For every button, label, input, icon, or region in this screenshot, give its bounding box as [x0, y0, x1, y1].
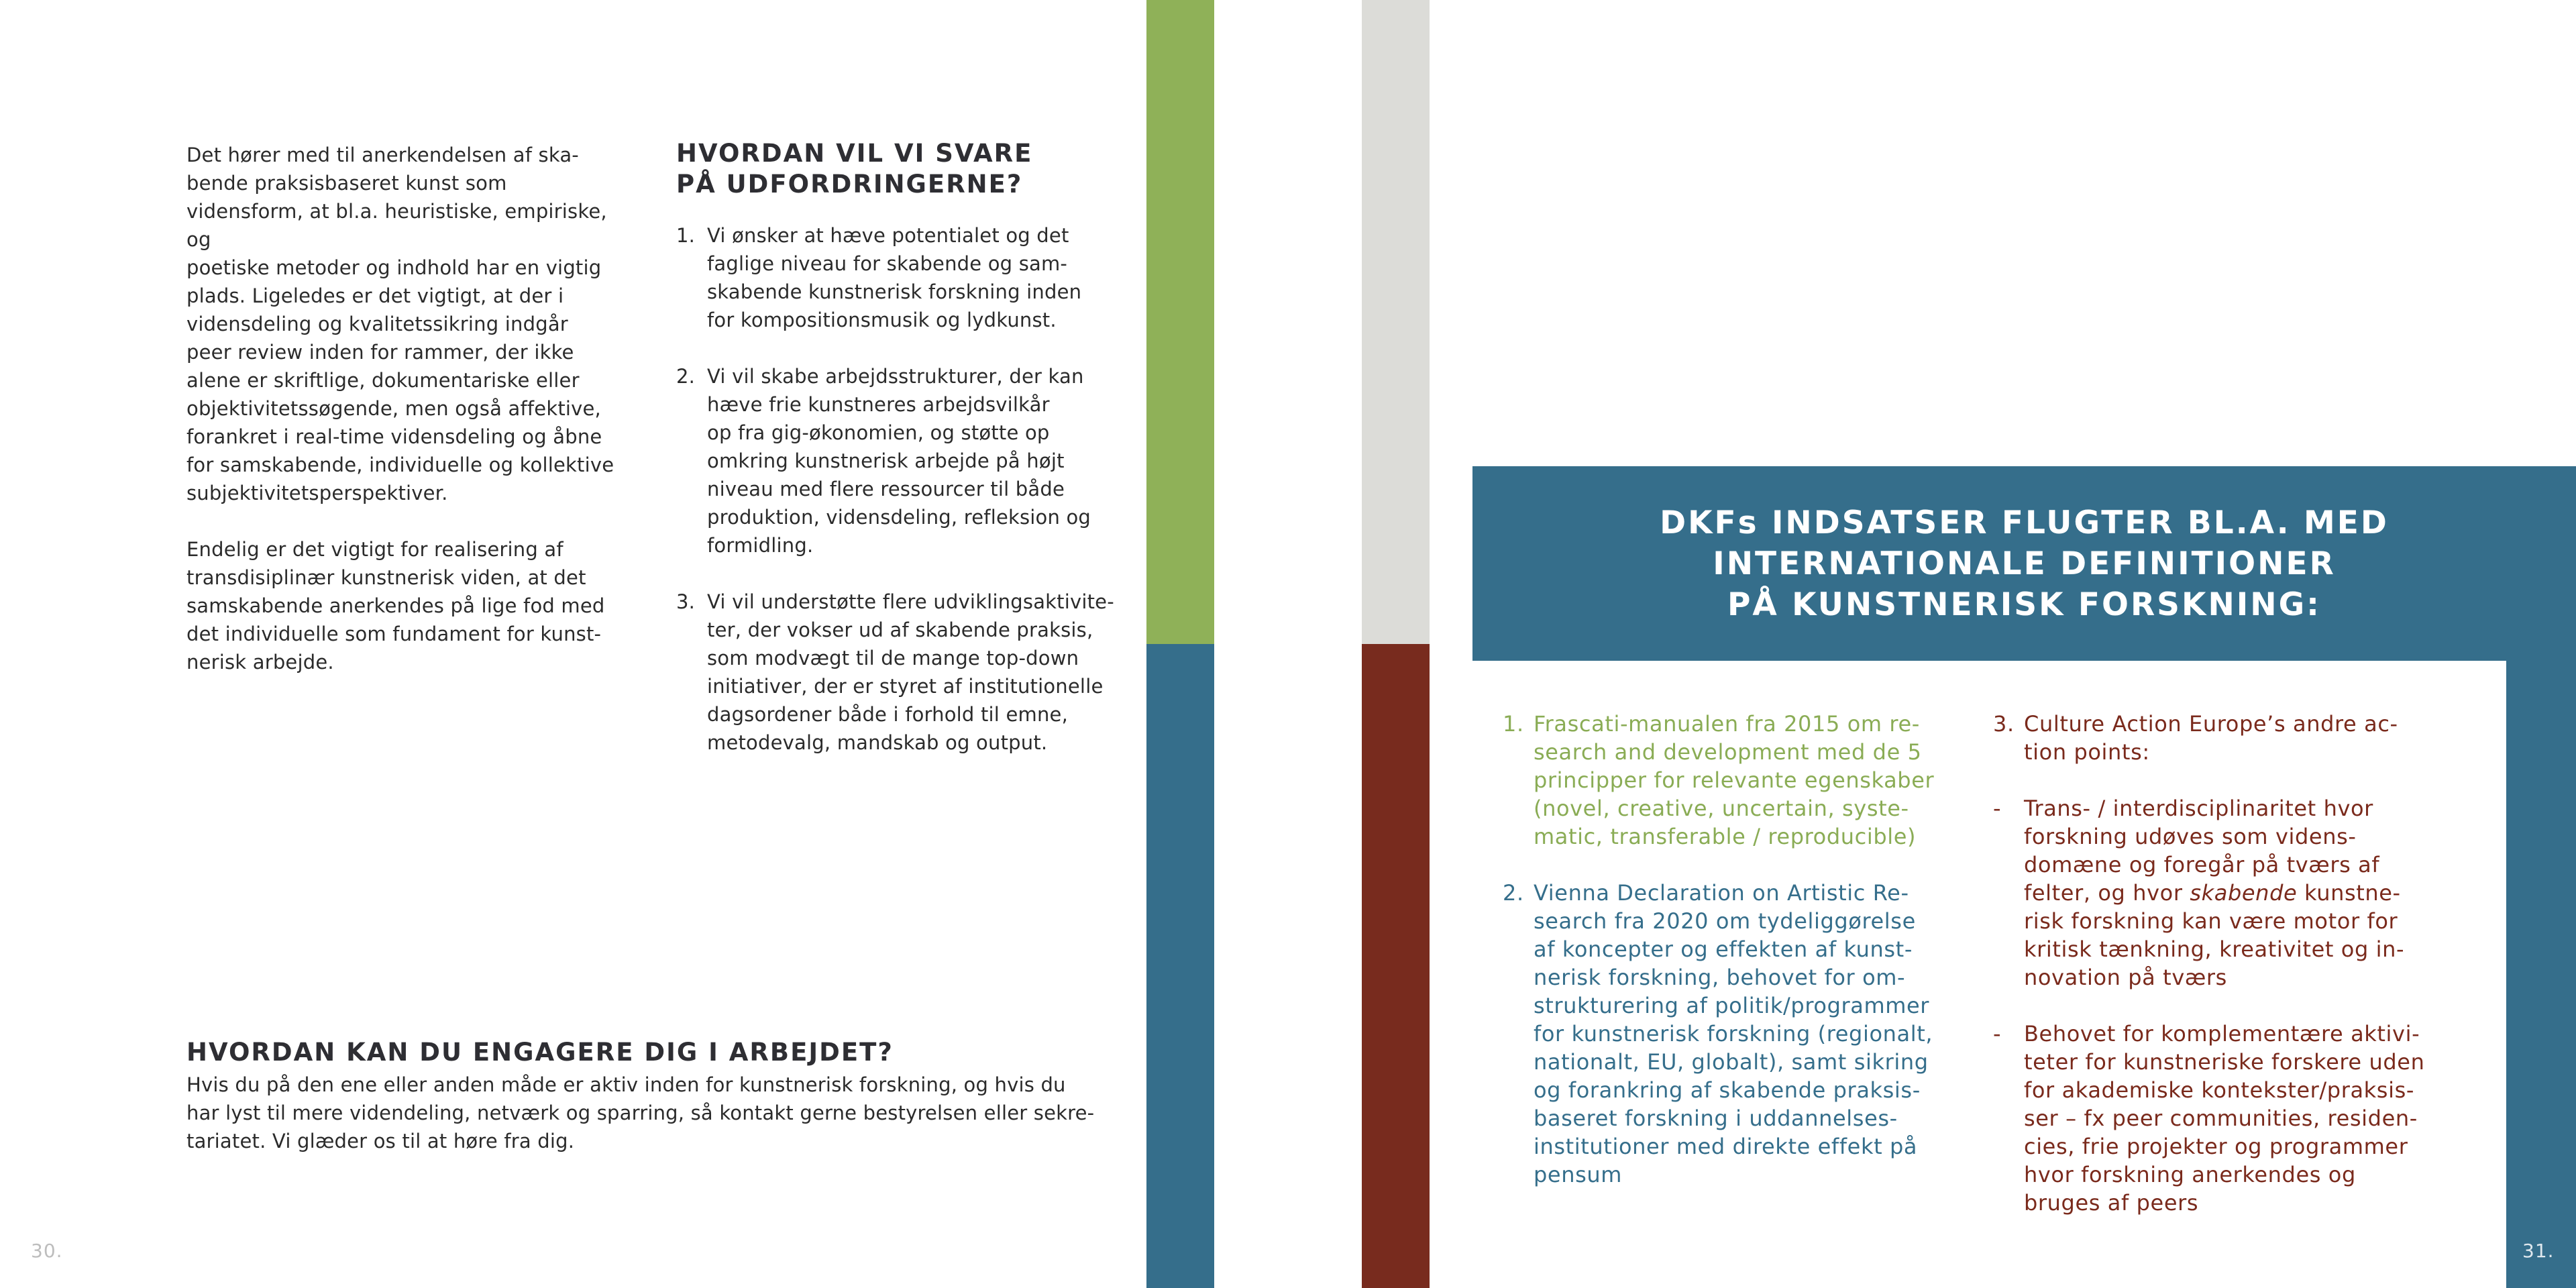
action-point — [1993, 1020, 2463, 1217]
gray-bar — [1362, 0, 1430, 644]
definition-item-3 — [1993, 710, 2463, 766]
definition-item-number: 3. — [1993, 711, 2015, 737]
engage-text: Hvis du på den ene eller anden måde er aktiv inden for kunstnerisk forskning, og hvis du har lyst til mere videndeling, netværk og sparring, så kontakt gerne bestyrelsen eller sekre- tariatet. Vi glæder os til at høre fra dig. — [186, 1073, 1095, 1152]
definitions-col-right — [1993, 710, 2463, 1217]
action-points-list — [1993, 794, 2463, 1217]
definition-item-1 — [1503, 710, 1945, 851]
engage-section — [186, 1037, 1139, 1155]
respond-item-number: 3. — [676, 590, 696, 613]
definition-item-text: Culture Action Europe’s andre ac- tion points: — [2024, 711, 2398, 765]
action-point-dash: - — [1993, 796, 2002, 821]
respond-item — [676, 588, 1132, 757]
intro-paragraph-1: Det hører med til anerkendelsen af ska- bende praksisbaseret kunst som vidensform, at bl.a. heuristiske, empiriske, og poetiske metoder og indhold har en vigtig plads. Ligeledes er det vigtigt, at der i vidensdeling og kvalitetssikring indgår peer review inden for rammer, der ikke alene er skriftlige, dokumentariske eller objektivitetssøgende, men også affektive, forankret i real-time vidensdeling og åbne for samskabende, individuelle og kollektive subjektivitetsperspektiver. — [186, 144, 614, 504]
blue-bar — [1146, 644, 1214, 1288]
definitions-banner — [1472, 466, 2576, 661]
action-point-text: Behovet for komplementære aktivi- teter for kunstneriske forskere uden for akademiske kontekster/praksis- ser – fx peer communities, residen- cies, frie projekter og programmer hvor forskning anerkendes og bruges af peers — [2024, 1021, 2425, 1216]
green-bar — [1146, 0, 1214, 644]
respond-item-text: Vi ønsker at hæve potentialet og det faglige niveau for skabende og sam- skabende kunstnerisk forskning inden for kompositionsmusik og lydkunst. — [707, 224, 1082, 331]
respond-item-text: Vi vil understøtte flere udviklingsaktivite- ter, der vokser ud af skabende praksis, som modvægt til de mange top-down initiativer, der er styret af institutionelle dagsordener både i forhold til emne, metodevalg, mandskab og output. — [707, 590, 1114, 754]
page-number-left: 30. — [31, 1240, 63, 1262]
definition-item-number: 1. — [1503, 711, 1524, 737]
respond-item — [676, 362, 1132, 559]
right-blue-edge — [2506, 661, 2576, 1288]
definitions-col-left — [1503, 710, 1945, 1189]
definition-item-text: Vienna Declaration on Artistic Re- search fra 2020 om tydeliggørelse af koncepter og effekten af kunst- nerisk forskning, behovet for om- strukturering af politik/programmer for kunstnerisk forskning (regionalt, nationalt, EU, globalt), samt sikring og forankring af skabende praksis- baseret forskning i uddannelses- institutioner med direkte effekt på pensum — [1534, 880, 1933, 1187]
respond-heading: HVORDAN VIL VI SVARE PÅ UDFORDRINGERNE? — [676, 139, 1033, 199]
respond-item-number: 1. — [676, 224, 696, 247]
intro-paragraph-2: Endelig er det vigtigt for realisering af transdisiplinær kunstnerisk viden, at det samskabende anerkendes på lige fod med det individuelle som fundament for kunst- nerisk arbejde. — [186, 538, 605, 674]
respond-item — [676, 221, 1132, 334]
respond-section — [676, 138, 1132, 785]
intro-column — [186, 141, 629, 676]
respond-item-number: 2. — [676, 365, 696, 388]
engage-heading: HVORDAN KAN DU ENGAGERE DIG I ARBEJDET? — [186, 1038, 894, 1067]
respond-item-text: Vi vil skabe arbejdsstrukturer, der kan hæve frie kunstneres arbejdsvilkår op fra gig-økonomien, og støtte op omkring kunstnerisk arbejde på højt niveau med flere ressourcer til både produktion, vidensdeling, refleksion og formidling. — [707, 365, 1091, 557]
respond-list — [676, 221, 1132, 757]
action-point-dash: - — [1993, 1021, 2002, 1046]
definition-item-number: 2. — [1503, 880, 1524, 906]
emphasis: skabende — [2190, 880, 2298, 906]
action-point-text: Trans- / interdisciplinaritet hvor forskning udøves som videns- domæne og foregår på tværs af felter, og hvor skabende kunstne- risk forskning kan være motor for kritisk tænkning, kreativitet og in- novation på tværs — [2024, 796, 2405, 990]
action-point — [1993, 794, 2463, 991]
banner-title: DKFs INDSATSER FLUGTER BL.A. MED INTERNATIONALE DEFINITIONER PÅ KUNSTNERISK FORSKNING: — [1660, 504, 2389, 623]
red-bar — [1362, 644, 1430, 1288]
page-number-right: 31. — [2522, 1240, 2555, 1262]
definition-item-2 — [1503, 879, 1945, 1189]
definition-item-text: Frascati-manualen fra 2015 om re- search and development med de 5 principper for relevante egenskaber (novel, creative, uncertain, syste- matic, transferable / reproducible) — [1534, 711, 1935, 849]
